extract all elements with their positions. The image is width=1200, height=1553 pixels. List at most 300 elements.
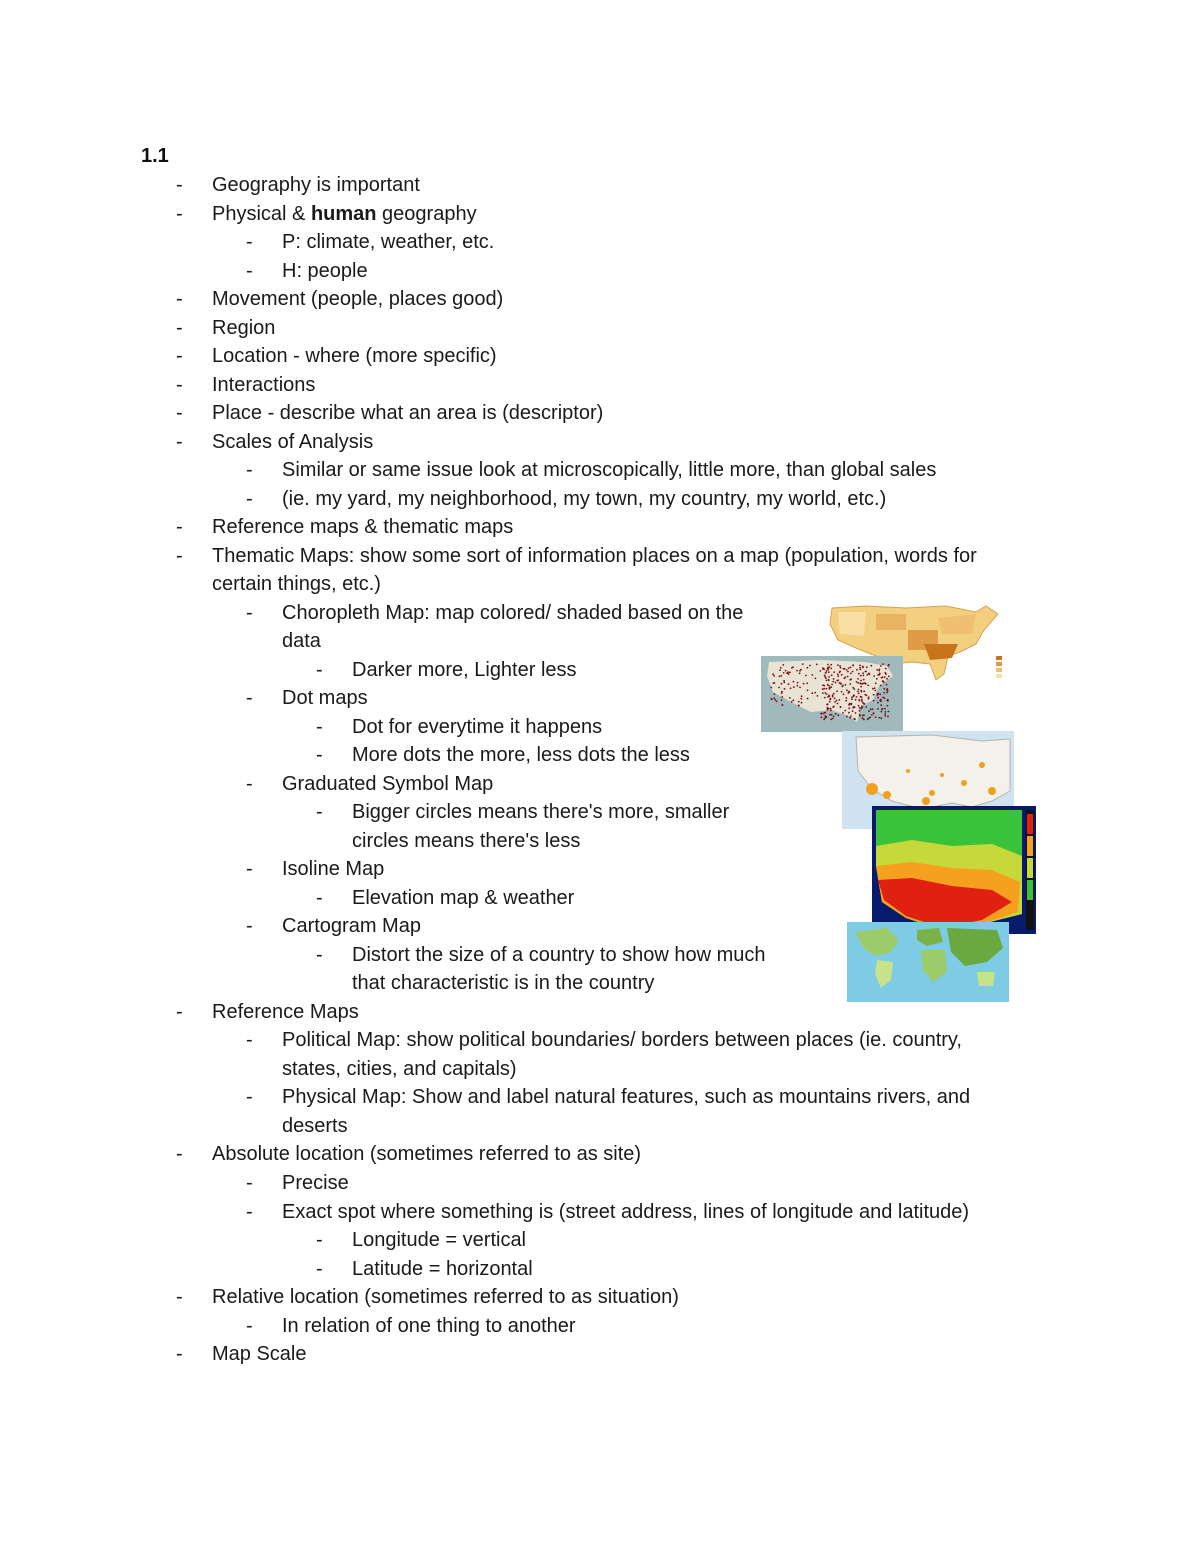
map-dot: [788, 683, 790, 685]
map-dot: [887, 716, 889, 718]
map-dot: [873, 713, 875, 715]
map-dot: [859, 710, 861, 712]
list-item-text: data: [282, 630, 321, 652]
bullet: -: [246, 488, 253, 510]
map-dot: [875, 716, 877, 718]
map-dot: [886, 692, 888, 694]
map-dot: [791, 701, 793, 703]
list-item-text: that characteristic is in the country: [352, 972, 655, 994]
map-dot: [877, 693, 879, 695]
map-dot: [860, 675, 862, 677]
legend-swatch: [996, 656, 1002, 660]
map-dot: [844, 676, 846, 678]
list-item-text: In relation of one thing to another: [282, 1315, 576, 1337]
map-dot: [879, 717, 881, 719]
map-dot: [876, 669, 878, 671]
map-dot: [886, 689, 888, 691]
bullet: -: [176, 317, 183, 339]
bullet: -: [176, 1001, 183, 1023]
map-dot: [866, 674, 868, 676]
map-dot: [888, 675, 890, 677]
map-dot: [774, 682, 776, 684]
bullet: -: [176, 345, 183, 367]
map-dot: [783, 680, 785, 682]
map-dot: [849, 717, 851, 719]
map-dot: [862, 672, 864, 674]
map-dot: [801, 702, 803, 704]
map-dot: [865, 671, 867, 673]
list-item-text: Thematic Maps: show some sort of information places on a map (population, words for: [212, 545, 977, 567]
map-dot: [802, 663, 804, 665]
map-dot: [880, 704, 882, 706]
list-item-text: Scales of Analysis: [212, 431, 374, 453]
map-dot: [836, 700, 838, 702]
map-dot: [882, 663, 884, 665]
map-dot: [780, 667, 782, 669]
bullet: -: [316, 944, 323, 966]
map-dot: [847, 676, 849, 678]
map-dot: [837, 664, 839, 666]
map-dot: [863, 679, 865, 681]
map-dot: [782, 704, 784, 706]
legend-swatch: [1027, 880, 1033, 900]
map-dot: [873, 694, 875, 696]
bullet: -: [246, 1029, 253, 1051]
map-dot: [783, 682, 785, 684]
map-dot: [852, 671, 854, 673]
map-dot: [874, 690, 876, 692]
map-dot: [789, 697, 791, 699]
map-dot: [807, 667, 809, 669]
map-dot: [803, 683, 805, 685]
list-item-text: Physical Map: Show and label natural features, such as mountains rivers, and: [282, 1086, 971, 1108]
bullet: -: [246, 1086, 253, 1108]
bullet: -: [176, 516, 183, 538]
map-dot: [876, 678, 878, 680]
map-dot: [846, 689, 848, 691]
map-dot: [832, 706, 834, 708]
map-dot: [867, 718, 869, 720]
legend-swatch: [1027, 814, 1033, 834]
bullet: -: [316, 1229, 323, 1251]
map-dot: [868, 698, 870, 700]
list-item-text: Longitude = vertical: [352, 1229, 527, 1251]
bullet: -: [246, 602, 253, 624]
map-dot: [821, 713, 823, 715]
bullet: -: [246, 260, 253, 282]
map-dot: [858, 673, 860, 675]
bullet: -: [246, 1172, 253, 1194]
list-item-text: Distort the size of a country to show how much: [352, 944, 766, 966]
map-dot: [885, 668, 887, 670]
map-dot: [800, 698, 802, 700]
list-item-text: Region: [212, 317, 276, 339]
map-dot: [839, 671, 841, 673]
map-dot: [879, 673, 881, 675]
map-dot: [824, 675, 826, 677]
list-item-text: Reference Maps: [212, 1001, 359, 1023]
map-dot: [848, 692, 850, 694]
map-dot: [845, 684, 847, 686]
choropleth-region: [876, 614, 906, 630]
map-dot: [846, 716, 848, 718]
cartogram-map-image: [847, 922, 1009, 1002]
map-dot: [858, 700, 860, 702]
map-dot: [772, 673, 774, 675]
map-dot: [825, 672, 827, 674]
bullet: -: [316, 744, 323, 766]
map-dot: [860, 690, 862, 692]
list-item-text: Cartogram Map: [282, 915, 421, 937]
map-dot: [811, 674, 813, 676]
list-item-text: deserts: [282, 1115, 348, 1137]
map-dot: [855, 712, 857, 714]
map-dot: [861, 699, 863, 701]
list-item-text: Political Map: show political boundaries/ borders between places (ie. country,: [282, 1029, 962, 1051]
map-dot: [887, 705, 889, 707]
map-dot: [783, 672, 785, 674]
map-dot: [863, 683, 865, 685]
map-dot: [873, 700, 875, 702]
map-dot: [853, 688, 855, 690]
map-dot: [860, 680, 862, 682]
map-dot: [822, 667, 824, 669]
map-dot: [822, 692, 824, 694]
map-dot: [814, 692, 816, 694]
map-dot: [867, 685, 869, 687]
map-dot: [866, 666, 868, 668]
map-dot: [851, 698, 853, 700]
bullet: -: [176, 288, 183, 310]
map-dot: [787, 672, 789, 674]
map-dot: [799, 672, 801, 674]
map-dot: [882, 680, 884, 682]
map-dot: [861, 700, 863, 702]
map-dot: [884, 708, 886, 710]
map-dot: [831, 714, 833, 716]
list-item-text: Absolute location (sometimes referred to as site): [212, 1143, 642, 1165]
map-dot: [826, 680, 828, 682]
map-dot: [884, 713, 886, 715]
map-dot: [793, 681, 795, 683]
dot-map-image: [761, 656, 903, 732]
map-dot: [882, 676, 884, 678]
map-dot: [796, 670, 798, 672]
map-dot: [837, 675, 839, 677]
list-item-text: Isoline Map: [282, 858, 385, 880]
list-item-text: circles means there's less: [352, 830, 581, 852]
list-item-text: Dot maps: [282, 687, 368, 709]
list-item-text: Graduated Symbol Map: [282, 773, 494, 795]
map-dot: [773, 697, 775, 699]
map-dot: [831, 684, 833, 686]
map-dot: [827, 707, 829, 709]
map-dot: [852, 665, 854, 667]
map-dot: [857, 691, 859, 693]
list-item-text: Physical & human geography: [212, 203, 477, 225]
map-dot: [859, 682, 861, 684]
bullet: -: [316, 887, 323, 909]
bullet: -: [316, 659, 323, 681]
map-dot: [846, 697, 848, 699]
graduated-symbol: [979, 762, 985, 768]
map-dot: [859, 665, 861, 667]
map-dot: [863, 690, 865, 692]
map-dot: [832, 681, 834, 683]
map-dot: [828, 680, 830, 682]
map-dot: [828, 685, 830, 687]
map-dot: [826, 670, 828, 672]
map-dot: [809, 665, 811, 667]
map-dot: [774, 693, 776, 695]
map-dot: [774, 699, 776, 701]
map-dot: [779, 669, 781, 671]
map-dot: [822, 688, 824, 690]
map-dot: [879, 694, 881, 696]
graduated-symbol: [866, 783, 878, 795]
map-dot: [827, 668, 829, 670]
map-dot: [850, 678, 852, 680]
map-dot: [882, 697, 884, 699]
map-dot: [881, 709, 883, 711]
graduated-symbol: [922, 797, 930, 805]
list-item-text: Bigger circles means there's more, smaller: [352, 801, 730, 823]
map-dot: [887, 665, 889, 667]
bullet: -: [246, 1315, 253, 1337]
map-dot: [780, 675, 782, 677]
map-dot: [830, 698, 832, 700]
list-item-text: states, cities, and capitals): [282, 1058, 517, 1080]
map-dot: [815, 678, 817, 680]
bullet: -: [176, 374, 183, 396]
map-dot: [830, 686, 832, 688]
map-dot: [807, 698, 809, 700]
map-dot: [833, 678, 835, 680]
legend-swatch: [996, 674, 1002, 678]
map-dot: [857, 682, 859, 684]
list-item-text: certain things, etc.): [212, 573, 381, 595]
map-dot: [806, 682, 808, 684]
map-dot: [821, 716, 823, 718]
map-dot: [850, 673, 852, 675]
map-dot: [833, 693, 835, 695]
map-dot: [877, 697, 879, 699]
map-dot: [781, 699, 783, 701]
map-dot: [885, 711, 887, 713]
bullet: -: [176, 402, 183, 424]
map-dot: [825, 716, 827, 718]
map-dot: [852, 707, 854, 709]
map-dot: [877, 708, 879, 710]
map-dot: [850, 667, 852, 669]
legend-swatch: [1027, 858, 1033, 878]
map-dot: [833, 716, 835, 718]
map-dot: [833, 671, 835, 673]
graduated-symbol: [940, 773, 944, 777]
map-dot: [852, 710, 854, 712]
map-dot: [838, 699, 840, 701]
map-dot: [846, 669, 848, 671]
bullet: -: [176, 431, 183, 453]
legend-swatch: [996, 662, 1002, 666]
map-dot: [784, 688, 786, 690]
map-dot: [869, 673, 871, 675]
map-dot: [860, 686, 862, 688]
map-dot: [870, 665, 872, 667]
list-item-text: Location - where (more specific): [212, 345, 497, 367]
bullet: -: [176, 203, 183, 225]
map-dot: [848, 667, 850, 669]
bullet: -: [176, 1286, 183, 1308]
map-dot: [834, 697, 836, 699]
map-dot: [880, 717, 882, 719]
map-dot: [863, 675, 865, 677]
map-dot: [837, 673, 839, 675]
map-dot: [824, 697, 826, 699]
graduated-symbol: [929, 790, 935, 796]
map-dot: [880, 711, 882, 713]
map-dot: [862, 718, 864, 720]
section-heading: 1.1: [141, 145, 169, 167]
map-dot: [781, 683, 783, 685]
map-dot: [840, 683, 842, 685]
map-dot: [835, 682, 837, 684]
list-item-text: Dot for everytime it happens: [352, 716, 603, 738]
map-dot: [789, 672, 791, 674]
list-item-text: Place - describe what an area is (descriptor): [212, 402, 604, 424]
map-dot: [872, 688, 874, 690]
map-dot: [850, 715, 852, 717]
map-dot: [874, 687, 876, 689]
map-dot: [834, 701, 836, 703]
map-dot: [884, 672, 886, 674]
map-dot: [844, 710, 846, 712]
map-dot: [779, 676, 781, 678]
list-item-text: Choropleth Map: map colored/ shaded based on the: [282, 602, 744, 624]
map-dot: [830, 664, 832, 666]
map-dot: [859, 667, 861, 669]
map-dot: [855, 699, 857, 701]
map-dot: [823, 719, 825, 721]
graduated-symbol: [961, 780, 967, 786]
bullet: -: [176, 1343, 183, 1365]
map-dot: [826, 688, 828, 690]
map-dot: [828, 676, 830, 678]
map-dot: [852, 687, 854, 689]
bullet: -: [246, 915, 253, 937]
bullet: -: [176, 174, 183, 196]
list-item-text: Geography is important: [212, 174, 420, 196]
map-dot: [840, 706, 842, 708]
list-item-text: H: people: [282, 260, 368, 282]
map-dot: [827, 696, 829, 698]
bullet: -: [246, 687, 253, 709]
map-dot: [875, 682, 877, 684]
map-dot: [829, 714, 831, 716]
map-dot: [828, 671, 830, 673]
map-dot: [865, 683, 867, 685]
map-dot: [880, 665, 882, 667]
map-dot: [845, 700, 847, 702]
map-dot: [873, 675, 875, 677]
map-dot: [836, 690, 838, 692]
map-dot: [841, 674, 843, 676]
map-dot: [830, 710, 832, 712]
map-dot: [842, 685, 844, 687]
map-dot: [771, 699, 773, 701]
map-dot: [770, 687, 772, 689]
bullet: -: [246, 773, 253, 795]
map-dot: [861, 696, 863, 698]
map-dot: [886, 684, 888, 686]
list-item-text: Map Scale: [212, 1343, 307, 1365]
map-dot: [827, 664, 829, 666]
map-dot: [832, 696, 834, 698]
bullet: -: [316, 1258, 323, 1280]
map-dot: [862, 666, 864, 668]
map-dot: [843, 693, 845, 695]
bullet: -: [246, 231, 253, 253]
map-dot: [799, 687, 801, 689]
bullet: -: [316, 801, 323, 823]
map-dot: [801, 695, 803, 697]
map-dot: [888, 711, 890, 713]
list-item-text: Elevation map & weather: [352, 887, 575, 909]
map-dot: [837, 714, 839, 716]
map-dot: [827, 703, 829, 705]
list-item-text: Exact spot where something is (street address, lines of longitude and latitude): [282, 1201, 970, 1223]
map-dot: [864, 694, 866, 696]
list-item-text: Latitude = horizontal: [352, 1258, 533, 1280]
graduated-symbol: [988, 787, 996, 795]
map-dot: [858, 689, 860, 691]
map-dot: [793, 686, 795, 688]
map-dot: [849, 703, 851, 705]
list-item-text: Darker more, Lighter less: [352, 659, 577, 681]
map-dot: [856, 669, 858, 671]
map-dot: [826, 693, 828, 695]
bullet: -: [316, 716, 323, 738]
map-dot: [886, 678, 888, 680]
bullet: -: [246, 858, 253, 880]
cartogram-land: [977, 972, 995, 986]
map-dot: [839, 665, 841, 667]
map-dot: [858, 693, 860, 695]
map-dot: [785, 670, 787, 672]
map-dot: [851, 696, 853, 698]
map-dot: [878, 670, 880, 672]
list-item-text: Precise: [282, 1172, 349, 1194]
list-item-text: Similar or same issue look at microscopically, little more, than global sales: [282, 459, 937, 481]
map-dot: [816, 664, 818, 666]
map-dot: [884, 715, 886, 717]
map-dot: [837, 679, 839, 681]
map-dot: [811, 692, 813, 694]
map-dot: [854, 718, 856, 720]
map-dot: [884, 676, 886, 678]
map-dot: [871, 714, 873, 716]
map-dot: [823, 713, 825, 715]
map-dot: [883, 692, 885, 694]
list-item-text: Movement (people, places good): [212, 288, 504, 310]
map-dot: [817, 695, 819, 697]
graduated-symbol: [906, 769, 910, 773]
map-dot: [856, 696, 858, 698]
list-item-text: P: climate, weather, etc.: [282, 231, 495, 253]
map-dot: [883, 688, 885, 690]
map-dot: [842, 712, 844, 714]
bold-word: human: [310, 203, 377, 225]
